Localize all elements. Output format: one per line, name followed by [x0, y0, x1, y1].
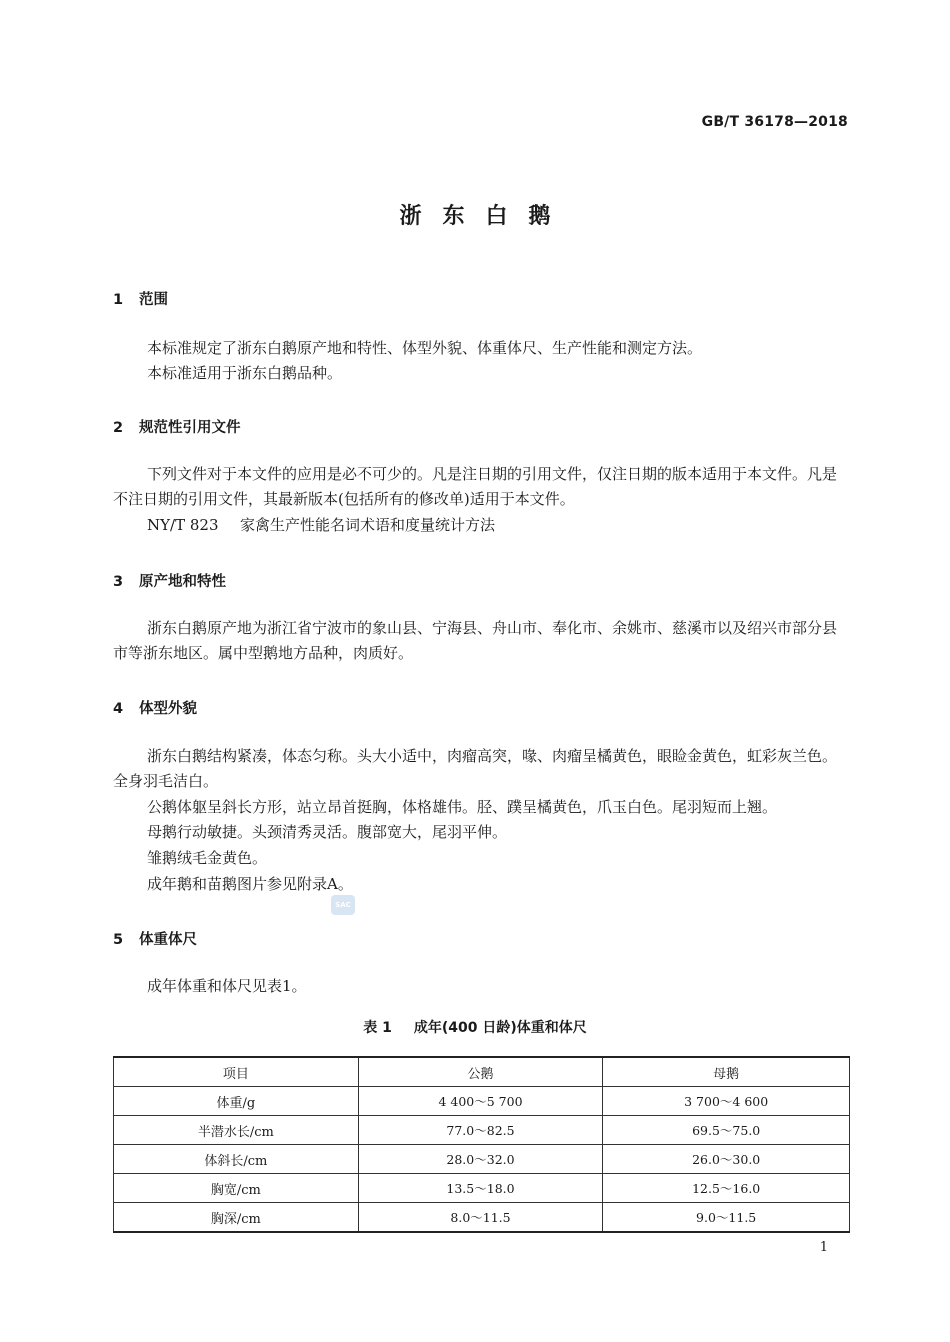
table-cell: 3 700～4 600 — [603, 1087, 850, 1116]
table-cell: 体斜长/cm — [114, 1145, 359, 1174]
section-title: 体型外貌 — [139, 701, 197, 717]
table-cell: 4 400～5 700 — [358, 1087, 603, 1116]
table-row — [114, 1203, 850, 1233]
reference-title: 家禽生产性能名词术语和度量统计方法 — [240, 516, 496, 534]
paragraph: 本标准适用于浙东白鹅品种。 — [147, 364, 343, 382]
table-cell: 69.5～75.0 — [603, 1116, 850, 1145]
section-number: 5 — [113, 932, 124, 948]
table-cell: 28.0～32.0 — [358, 1145, 603, 1174]
paragraph: 母鹅行动敏捷。头颈清秀灵活。腹部宽大，尾羽平伸。 — [147, 823, 508, 841]
column-header: 公鹅 — [358, 1057, 603, 1087]
table-caption — [0, 1017, 950, 1037]
table-cell: 26.0～30.0 — [603, 1145, 850, 1174]
paragraph: 雏鹅绒毛金黄色。 — [147, 849, 268, 867]
section-number: 3 — [113, 574, 124, 590]
paragraph: 本标准规定了浙东白鹅原产地和特性、体型外貌、体重体尺、生产性能和测定方法。 — [147, 339, 703, 357]
table-number: 表 1 — [363, 1020, 392, 1036]
section-heading-5 — [113, 928, 197, 949]
page-number: 1 — [819, 1240, 828, 1255]
table-row — [114, 1174, 850, 1203]
section-heading-2 — [113, 416, 241, 437]
normative-reference — [147, 514, 495, 535]
section-title: 体重体尺 — [139, 932, 197, 948]
table-cell: 9.0～11.5 — [603, 1203, 850, 1233]
section-title: 规范性引用文件 — [139, 420, 241, 436]
table-cell: 半潜水长/cm — [114, 1116, 359, 1145]
table-row — [114, 1116, 850, 1145]
body-measurements-table — [113, 1056, 850, 1233]
standard-number: GB/T 36178—2018 — [701, 114, 848, 130]
table-cell: 8.0～11.5 — [358, 1203, 603, 1233]
section-title: 范围 — [139, 292, 168, 308]
table-cell: 12.5～16.0 — [603, 1174, 850, 1203]
table-row — [114, 1145, 850, 1174]
table-row — [114, 1087, 850, 1116]
paragraph: 成年体重和体尺见表1。 — [147, 977, 307, 995]
column-header: 项目 — [114, 1057, 359, 1087]
column-header: 母鹅 — [603, 1057, 850, 1087]
section-heading-4 — [113, 697, 197, 718]
table-cell: 胸深/cm — [114, 1203, 359, 1233]
paragraph: 浙东白鹅原产地为浙江省宁波市的象山县、宁海县、舟山市、奉化市、余姚市、慈溪市以及绍兴市部分县市等浙东地区。属中型鹅地方品种，肉质好。 — [113, 619, 838, 662]
table-cell: 体重/g — [114, 1087, 359, 1116]
section-number: 1 — [113, 292, 124, 308]
table-cell: 13.5～18.0 — [358, 1174, 603, 1203]
section-number: 2 — [113, 420, 124, 436]
section-number: 4 — [113, 701, 124, 717]
table-cell: 胸宽/cm — [114, 1174, 359, 1203]
sac-watermark: SAC — [331, 895, 355, 915]
paragraph: 浙东白鹅结构紧凑，体态匀称。头大小适中，肉瘤高突，喙、肉瘤呈橘黄色，眼睑金黄色，虹彩灰兰色。全身羽毛洁白。 — [113, 747, 838, 790]
section-title: 原产地和特性 — [139, 574, 226, 590]
document-title: 浙东白鹅 — [399, 204, 572, 229]
table-cell: 77.0～82.5 — [358, 1116, 603, 1145]
table-caption-text: 成年(400 日龄)体重和体尺 — [413, 1020, 587, 1036]
reference-code: NY/T 823 — [147, 516, 219, 534]
paragraph: 下列文件对于本文件的应用是必不可少的。凡是注日期的引用文件，仅注日期的版本适用于本文件。凡是不注日期的引用文件，其最新版本(包括所有的修改单)适用于本文件。 — [113, 465, 838, 508]
section-heading-1 — [113, 288, 168, 309]
section-heading-3 — [113, 570, 226, 591]
table-header-row — [114, 1057, 850, 1087]
paragraph: 公鹅体躯呈斜长方形，站立昂首挺胸，体格雄伟。胫、蹼呈橘黄色，爪玉白色。尾羽短而上翘。 — [147, 798, 778, 816]
paragraph: 成年鹅和苗鹅图片参见附录A。 — [147, 875, 353, 893]
